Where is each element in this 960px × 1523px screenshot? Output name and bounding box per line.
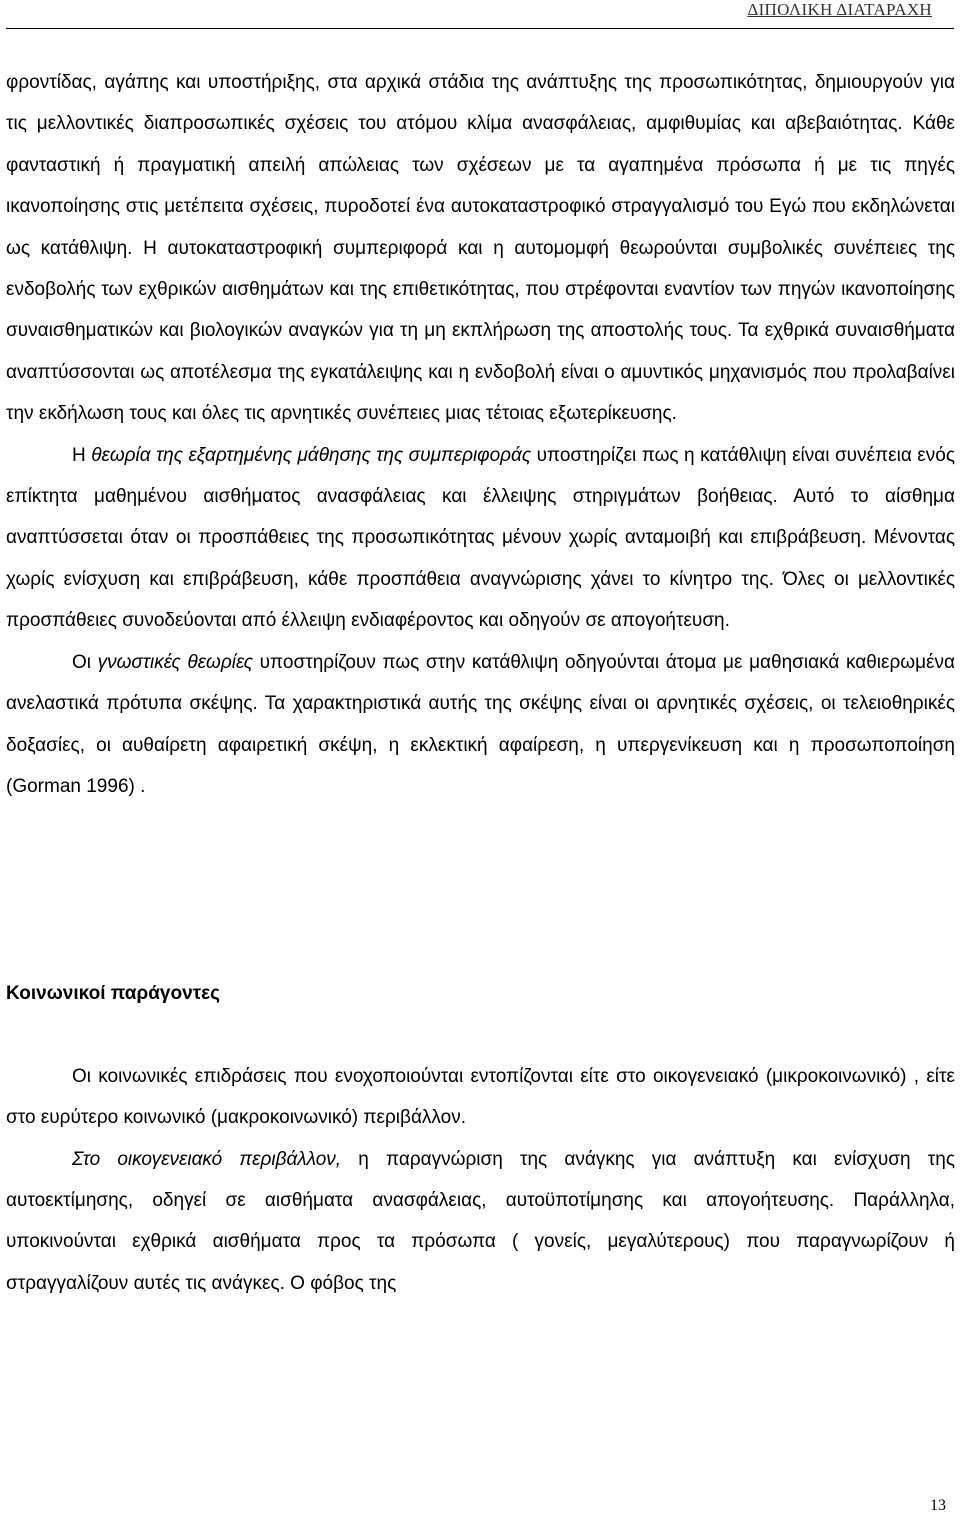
paragraph-5-rest: η παραγνώριση της ανάγκης για ανάπτυξη και ενίσχυση της αυτοεκτίμησης, οδηγεί σε αισθήματα ανασφάλειας, αυτοϋποτίμησης και απογοήτευσης. Παράλληλα, υποκινούνται εχθρικά αισθήματα προς τα πρόσωπα ( γονείς, μεγαλύτερους) που παραγνωρίζουν ή στραγγαλίζουν αυτές τις ανάγκες. Ο φόβος της xyxy=(6,1148,955,1294)
paragraph-2-italic: θεωρία της εξαρτημένης μάθησης της συμπεριφοράς xyxy=(91,444,532,466)
paragraph-2 xyxy=(6,435,955,642)
page-number: 13 xyxy=(930,1497,946,1514)
paragraph-5-italic: Στο οικογενειακό περιβάλλον, xyxy=(72,1148,342,1170)
paragraph-3-rest: υποστηρίζουν πως στην κατάθλιψη οδηγούνται άτομα με μαθησιακά καθιερωμένα ανελαστικά πρότυπα σκέψης. Τα χαρακτηριστικά αυτής της σκέψης είναι οι αρνητικές σχέσεις, οι τελειοθηρικές δοξασίες, οι αυθαίρετη αφαιρετική σκέψη, η εκλεκτική αφαίρεση, η υπεργενίκευση και η προσωποποίηση (Gorman 1996) . xyxy=(6,651,955,797)
paragraph-4: Οι κοινωνικές επιδράσεις που ενοχοποιούνται εντοπίζονται είτε στο οικογενειακό (μικροκοινωνικό) , είτε στο ευρύτερο κοινωνικό (μακροκοινωνικό) περιβάλλον. xyxy=(6,1065,955,1129)
paragraph-3 xyxy=(6,642,955,808)
paragraph-1: φροντίδας, αγάπης και υποστήριξης, στα αρχικά στάδια της ανάπτυξης της προσωπικότητας, δημιουργούν για τις μελλοντικές διαπροσωπικές σχέσεις του ατόμου κλίμα ανασφάλειας, αμφιθυμίας και αβεβαιότητας. Κάθε φανταστική ή πραγματική απειλή απώλειας των σχέσεων με τα αγαπημένα πρόσωπα ή με τις πηγές ικανοποίησης στις μετέπειτα σχέσεις, πυροδοτεί ένα αυτοκαταστροφικό στραγγαλισμό του Εγώ που εκδηλώνεται ως κατάθλιψη. Η αυτοκαταστροφική συμπεριφορά και η αυτομομφή θεωρούνται συμβολικές συνέπειες της ενδοβολής των εχθρικών αισθημάτων και της επιθετικότητας, που στρέφονται εναντίον των πηγών ικανοποίησης συναισθηματικών και βιολογικών αναγκών για τη μη εκπλήρωση της αποστολής τους. Τα εχθρικά συναισθήματα αναπτύσσονται ως αποτέλεσμα της εγκατάλειψης και η ενδοβολή είναι ο αμυντικός μηχανισμός που προλαβαίνει την εκδήλωση τους και όλες τις αρνητικές συνέπειες μιας τέτοιας εξωτερίκευσης. xyxy=(6,72,955,425)
paragraph-5 xyxy=(6,1139,955,1305)
paragraph-2-rest: υποστηρίζει πως η κατάθλιψη είναι συνέπεια ενός επίκτητα μαθημένου αισθήματος ανασφάλειας και έλλειψης στηριγμάτων βοήθειας. Αυτό το αίσθημα αναπτύσσεται όταν οι προσπάθειες της προσωπικότητας μένουν χωρίς ανταμοιβή και επιβράβευση. Μένοντας χωρίς ενίσχυση και επιβράβευση, κάθε προσπάθεια αναγνώρισης χάνει το κίνητρο της. Όλες οι μελλοντικές προσπάθειες συνοδεύονται από έλλειψη ενδιαφέροντος και οδηγούν σε απογοήτευση. xyxy=(6,444,955,632)
page-body xyxy=(6,62,955,1304)
paragraph-3-lead: Οι xyxy=(72,651,98,673)
running-header-title: ΔΙΠΟΛΙΚΗ ΔΙΑΤΑΡΑΧΗ xyxy=(747,0,932,19)
paragraph-3-italic: γνωστικές θεωρίες xyxy=(97,651,254,673)
section-heading: Κοινωνικοί παράγοντες xyxy=(6,983,221,1005)
paragraph-2-lead: Η xyxy=(72,444,92,466)
header-rule xyxy=(6,28,954,29)
section-spacer xyxy=(6,807,955,973)
heading-spacer xyxy=(6,1015,955,1056)
